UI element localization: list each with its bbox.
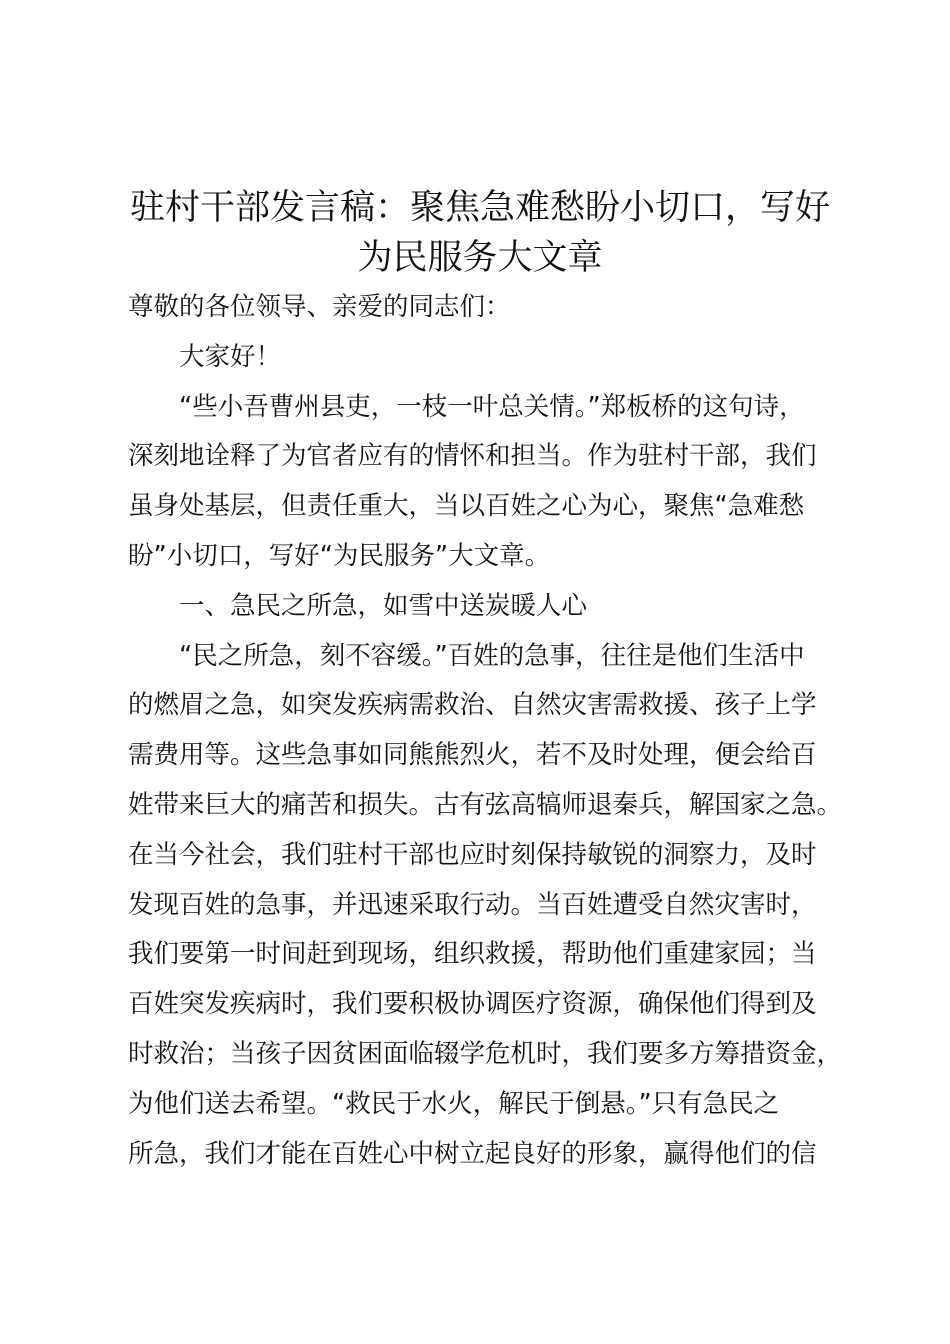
- paragraph-2-line: 我们要第一时间赶到现场，组织救援，帮助他们重建家园；当: [128, 939, 817, 970]
- paragraph-2-line: 所急，我们才能在百姓心中树立起良好的形象，赢得他们的信: [128, 1138, 817, 1169]
- paragraph-2-line: 发现百姓的急事，并迅速采取行动。当百姓遭受自然灾害时，: [128, 889, 817, 920]
- document-title: [110, 183, 850, 283]
- paragraph-1-line: 盼”小切口，写好“为民服务”大文章。: [128, 540, 551, 571]
- section-heading-1: 一、急民之所急，如雪中送炭暖人心: [179, 590, 588, 621]
- paragraph-1-line: 虽身处基层，但责任重大，当以百姓之心为心，聚焦“急难愁: [128, 491, 805, 522]
- paragraph-2-line: 在当今社会，我们驻村干部也应时刻保持敏锐的洞察力，及时: [128, 839, 817, 870]
- paragraph-2-line: 百姓突发疾病时，我们要积极协调医疗资源，确保他们得到及: [128, 989, 817, 1020]
- paragraph-2-line: 姓带来巨大的痛苦和损失。古有弦高犒师退秦兵，解国家之急。: [128, 789, 843, 820]
- paragraph-2-line: 需费用等。这些急事如同熊熊烈火，若不及时处理，便会给百: [128, 740, 817, 771]
- paragraph-2-line: “民之所急，刻不容缓。”百姓的急事，往往是他们生活中: [179, 640, 805, 671]
- greeting: 大家好！: [179, 341, 282, 372]
- salutation: 尊敬的各位领导、亲爱的同志们：: [128, 292, 511, 322]
- document-body: [128, 283, 848, 1179]
- paragraph-1-line: 深刻地诠释了为官者应有的情怀和担当。作为驻村干部，我们: [128, 441, 817, 472]
- paragraph-2-line: 为他们送去希望。“救民于水火，解民于倒悬。”只有急民之: [128, 1088, 780, 1119]
- paragraph-2-line: 的燃眉之急，如突发疾病需救治、自然灾害需救援、孩子上学: [128, 690, 817, 721]
- title-line-1: 驻村干部发言稿：聚焦急难愁盼小切口，写好: [129, 188, 830, 228]
- paragraph-1-line: “些小吾曹州县吏，一枝一叶总关情。”郑板桥的这句诗，: [179, 391, 805, 422]
- title-line-2: 为民服务大文章: [357, 238, 603, 278]
- paragraph-2-line: 时救治；当孩子因贫困面临辍学危机时，我们要多方筹措资金，: [128, 1038, 843, 1069]
